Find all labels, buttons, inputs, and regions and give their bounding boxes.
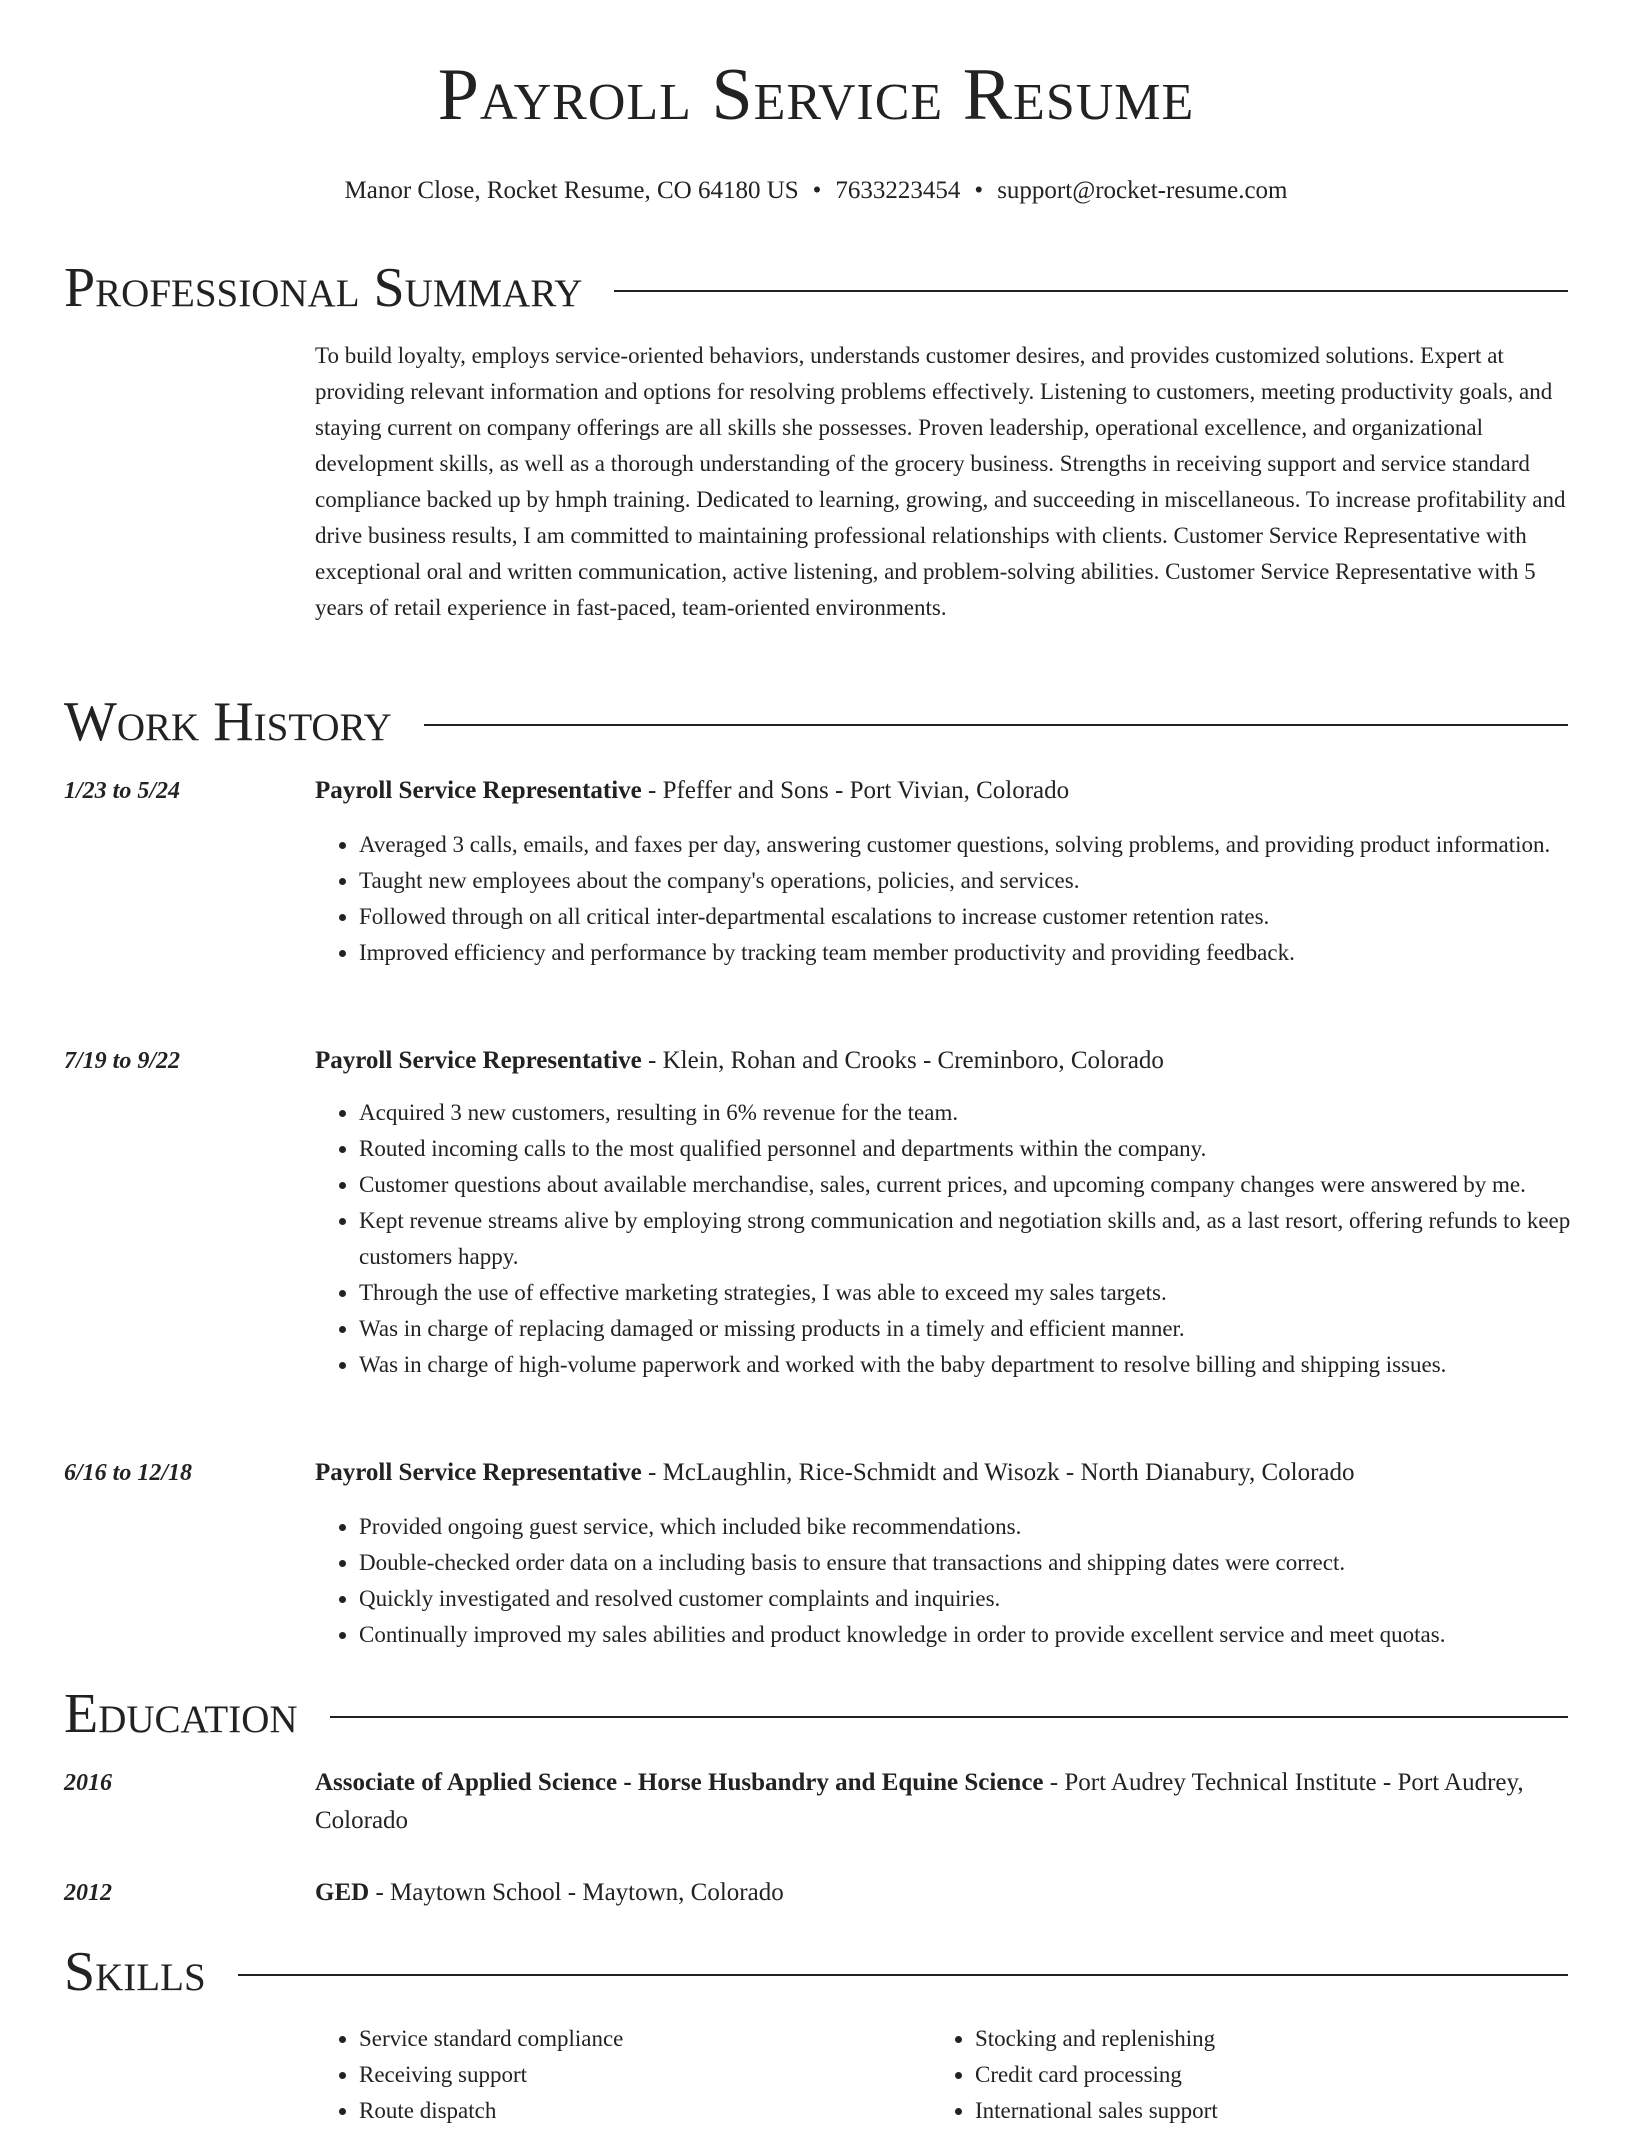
list-item: • Through the use of effective marketing strategies, I was able to exceed my sales targets.	[359, 1275, 1614, 1311]
list-item: • Followed through on all critical inter-departmental escalations to increase customer retention rates.	[359, 899, 1614, 935]
work-section-header	[64, 692, 1568, 752]
skill-item: • Credit card processing	[975, 2057, 1595, 2093]
job-dates: 7/19 to 9/22	[64, 1048, 181, 1074]
summary-text: To build loyalty, employs service-oriented behaviors, understands customer desires, and provides customized solutions. Expert at providing relevant information and options for resolving problems effectively. Listening to customers, meeting productivity goals, and staying current on company offerings are all skills she possesses. Proven leadership, operational excellence, and organizational development skills, as well as a thorough understanding of the grocery business. Strengths in receiving support and service standard compliance backed up by hmph training. Dedicated to learning, growing, and succeeding in miscellaneous. To increase profitability and drive business results, I am committed to maintaining professional relationships with clients. Customer Service Representative with exceptional oral and written communication, active listening, and problem-solving abilities. Customer Service Representative with 5 years of retail experience in fast-paced, team-oriented environments.	[315, 343, 1566, 620]
skill-item: • Receiving support	[359, 2057, 929, 2093]
list-item: • Improved efficiency and performance by tracking team member productivity and providing feedback.	[359, 935, 1614, 971]
job-role: Payroll Service Representative	[315, 1459, 642, 1486]
education-degree: GED	[315, 1879, 370, 1906]
job-role: Payroll Service Representative	[315, 777, 642, 804]
skill-item: • Stocking and replenishing	[975, 2021, 1595, 2057]
list-item: • Routed incoming calls to the most qualified personnel and departments within the company.	[359, 1131, 1614, 1167]
contact-email: support@rocket-resume.com	[997, 177, 1288, 204]
job-header	[315, 772, 1570, 810]
education-year: 2012	[64, 1880, 112, 1906]
skills-list-right	[931, 2021, 1595, 2129]
skills-section-header	[64, 1942, 1568, 2002]
job-bullets	[315, 1095, 1614, 1383]
skills-list-left	[315, 2021, 929, 2129]
job-details: - Klein, Rohan and Crooks - Creminboro, Colorado	[641, 1047, 1164, 1074]
job-bullets	[315, 1509, 1614, 1653]
education-heading: Education	[64, 1683, 298, 1745]
job-role: Payroll Service Representative	[315, 1047, 642, 1074]
contact-address: Manor Close, Rocket Resume, CO 64180 US	[344, 177, 799, 204]
skill-item: • International sales support	[975, 2093, 1595, 2129]
education-details: - Maytown School - Maytown, Colorado	[369, 1879, 784, 1906]
resume-title: Payroll Service Resume	[437, 54, 1195, 136]
education-year: 2016	[64, 1770, 112, 1796]
job-details: - Pfeffer and Sons - Port Vivian, Colorado	[641, 777, 1070, 804]
list-item: • Double-checked order data on a including basis to ensure that transactions and shipping dates were correct.	[359, 1545, 1614, 1581]
work-heading: Work History	[64, 691, 392, 753]
skill-item: • Service standard compliance	[359, 2021, 929, 2057]
summary-heading: Professional Summary	[64, 257, 583, 319]
contact-separator: •	[812, 177, 822, 204]
education-entry	[315, 1874, 1570, 1912]
skill-item: • Route dispatch	[359, 2093, 929, 2129]
section-divider	[238, 1974, 1568, 1976]
education-entry	[315, 1764, 1570, 1840]
list-item: • Taught new employees about the company's operations, policies, and services.	[359, 863, 1614, 899]
job-details: - McLaughlin, Rice-Schmidt and Wisozk - North Dianabury, Colorado	[641, 1459, 1355, 1486]
list-item: • Continually improved my sales abilities and product knowledge in order to provide excellent service and meet quotas.	[359, 1617, 1614, 1653]
contact-separator: •	[974, 177, 984, 204]
education-degree: Associate of Applied Science - Horse Husbandry and Equine Science	[315, 1769, 1044, 1796]
list-item: • Customer questions about available merchandise, sales, current prices, and upcoming company changes were answered by me.	[359, 1167, 1614, 1203]
skills-heading: Skills	[64, 1941, 206, 2003]
education-section-header	[64, 1684, 1568, 1744]
job-bullets	[315, 827, 1614, 971]
job-header	[315, 1042, 1570, 1080]
list-item: • Was in charge of replacing damaged or missing products in a timely and efficient manner.	[359, 1311, 1614, 1347]
contact-line	[0, 175, 1632, 207]
list-item: • Averaged 3 calls, emails, and faxes per day, answering customer questions, solving problems, and providing product information.	[359, 827, 1614, 863]
job-header	[315, 1454, 1570, 1492]
list-item: • Kept revenue streams alive by employing strong communication and negotiation skills and, as a last resort, offering refunds to keep customers happy.	[359, 1203, 1614, 1275]
list-item: • Acquired 3 new customers, resulting in 6% revenue for the team.	[359, 1095, 1614, 1131]
section-divider	[424, 724, 1568, 726]
job-dates: 6/16 to 12/18	[64, 1460, 193, 1486]
section-divider	[330, 1716, 1568, 1718]
summary-section-header	[64, 258, 1568, 318]
job-dates: 1/23 to 5/24	[64, 778, 181, 804]
section-divider	[614, 290, 1568, 292]
list-item: • Quickly investigated and resolved customer complaints and inquiries.	[359, 1581, 1614, 1617]
education-details: - Port Audrey Technical Institute - Port Audrey, Colorado	[315, 1769, 1524, 1834]
contact-phone: 7633223454	[835, 177, 961, 204]
list-item: • Provided ongoing guest service, which included bike recommendations.	[359, 1509, 1614, 1545]
list-item: • Was in charge of high-volume paperwork and worked with the baby department to resolve billing and shipping issues.	[359, 1347, 1614, 1383]
